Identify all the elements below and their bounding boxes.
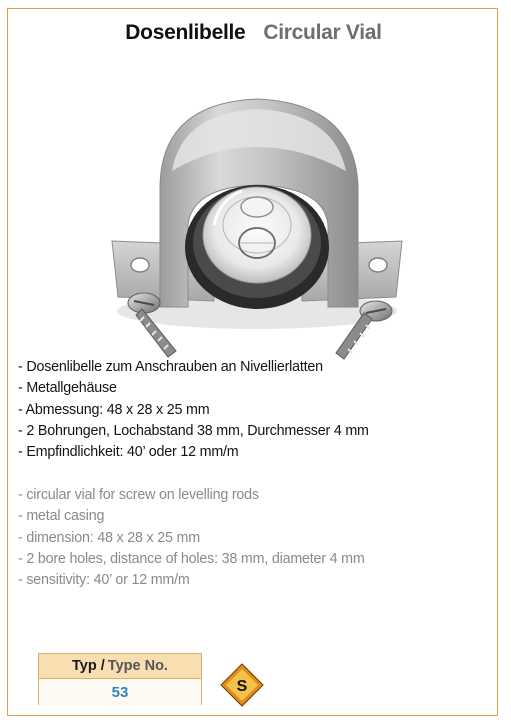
type-label-german: Typ / (72, 658, 105, 674)
page-title (8, 21, 499, 45)
type-number-box (38, 653, 202, 705)
list-item: - dimension: 48 x 28 x 25 mm (18, 529, 200, 546)
type-number-header (39, 654, 201, 679)
type-label-english: Type No. (107, 658, 168, 674)
list-item: - Abmessung: 48 x 28 x 25 mm (18, 401, 210, 418)
s-diamond-icon (220, 663, 264, 707)
feature-list-english (18, 485, 365, 591)
title-german: Dosenlibelle (125, 21, 246, 44)
list-item: - metal casing (18, 508, 105, 525)
list-item: - 2 bore holes, distance of holes: 38 mm, diameter 4 mm (18, 550, 365, 567)
title-english: Circular Vial (263, 21, 382, 44)
list-item: - Metallgehäuse (18, 380, 117, 397)
list-item: - Dosenlibelle zum Anschrauben an Nivellierlatten (18, 359, 323, 375)
list-item: - Empfindlichkeit: 40’ oder 12 mm/m (18, 444, 239, 461)
list-item: - sensitivity: 40’ or 12 mm/m (18, 572, 190, 589)
badge-letter: S (236, 678, 248, 695)
product-card (7, 8, 498, 716)
feature-list-german (18, 357, 369, 463)
list-item: - circular vial for screw on levelling rods (18, 487, 259, 503)
type-number-value: 53 (39, 679, 201, 706)
list-item: - 2 Bohrungen, Lochabstand 38 mm, Durchmesser 4 mm (18, 422, 369, 439)
